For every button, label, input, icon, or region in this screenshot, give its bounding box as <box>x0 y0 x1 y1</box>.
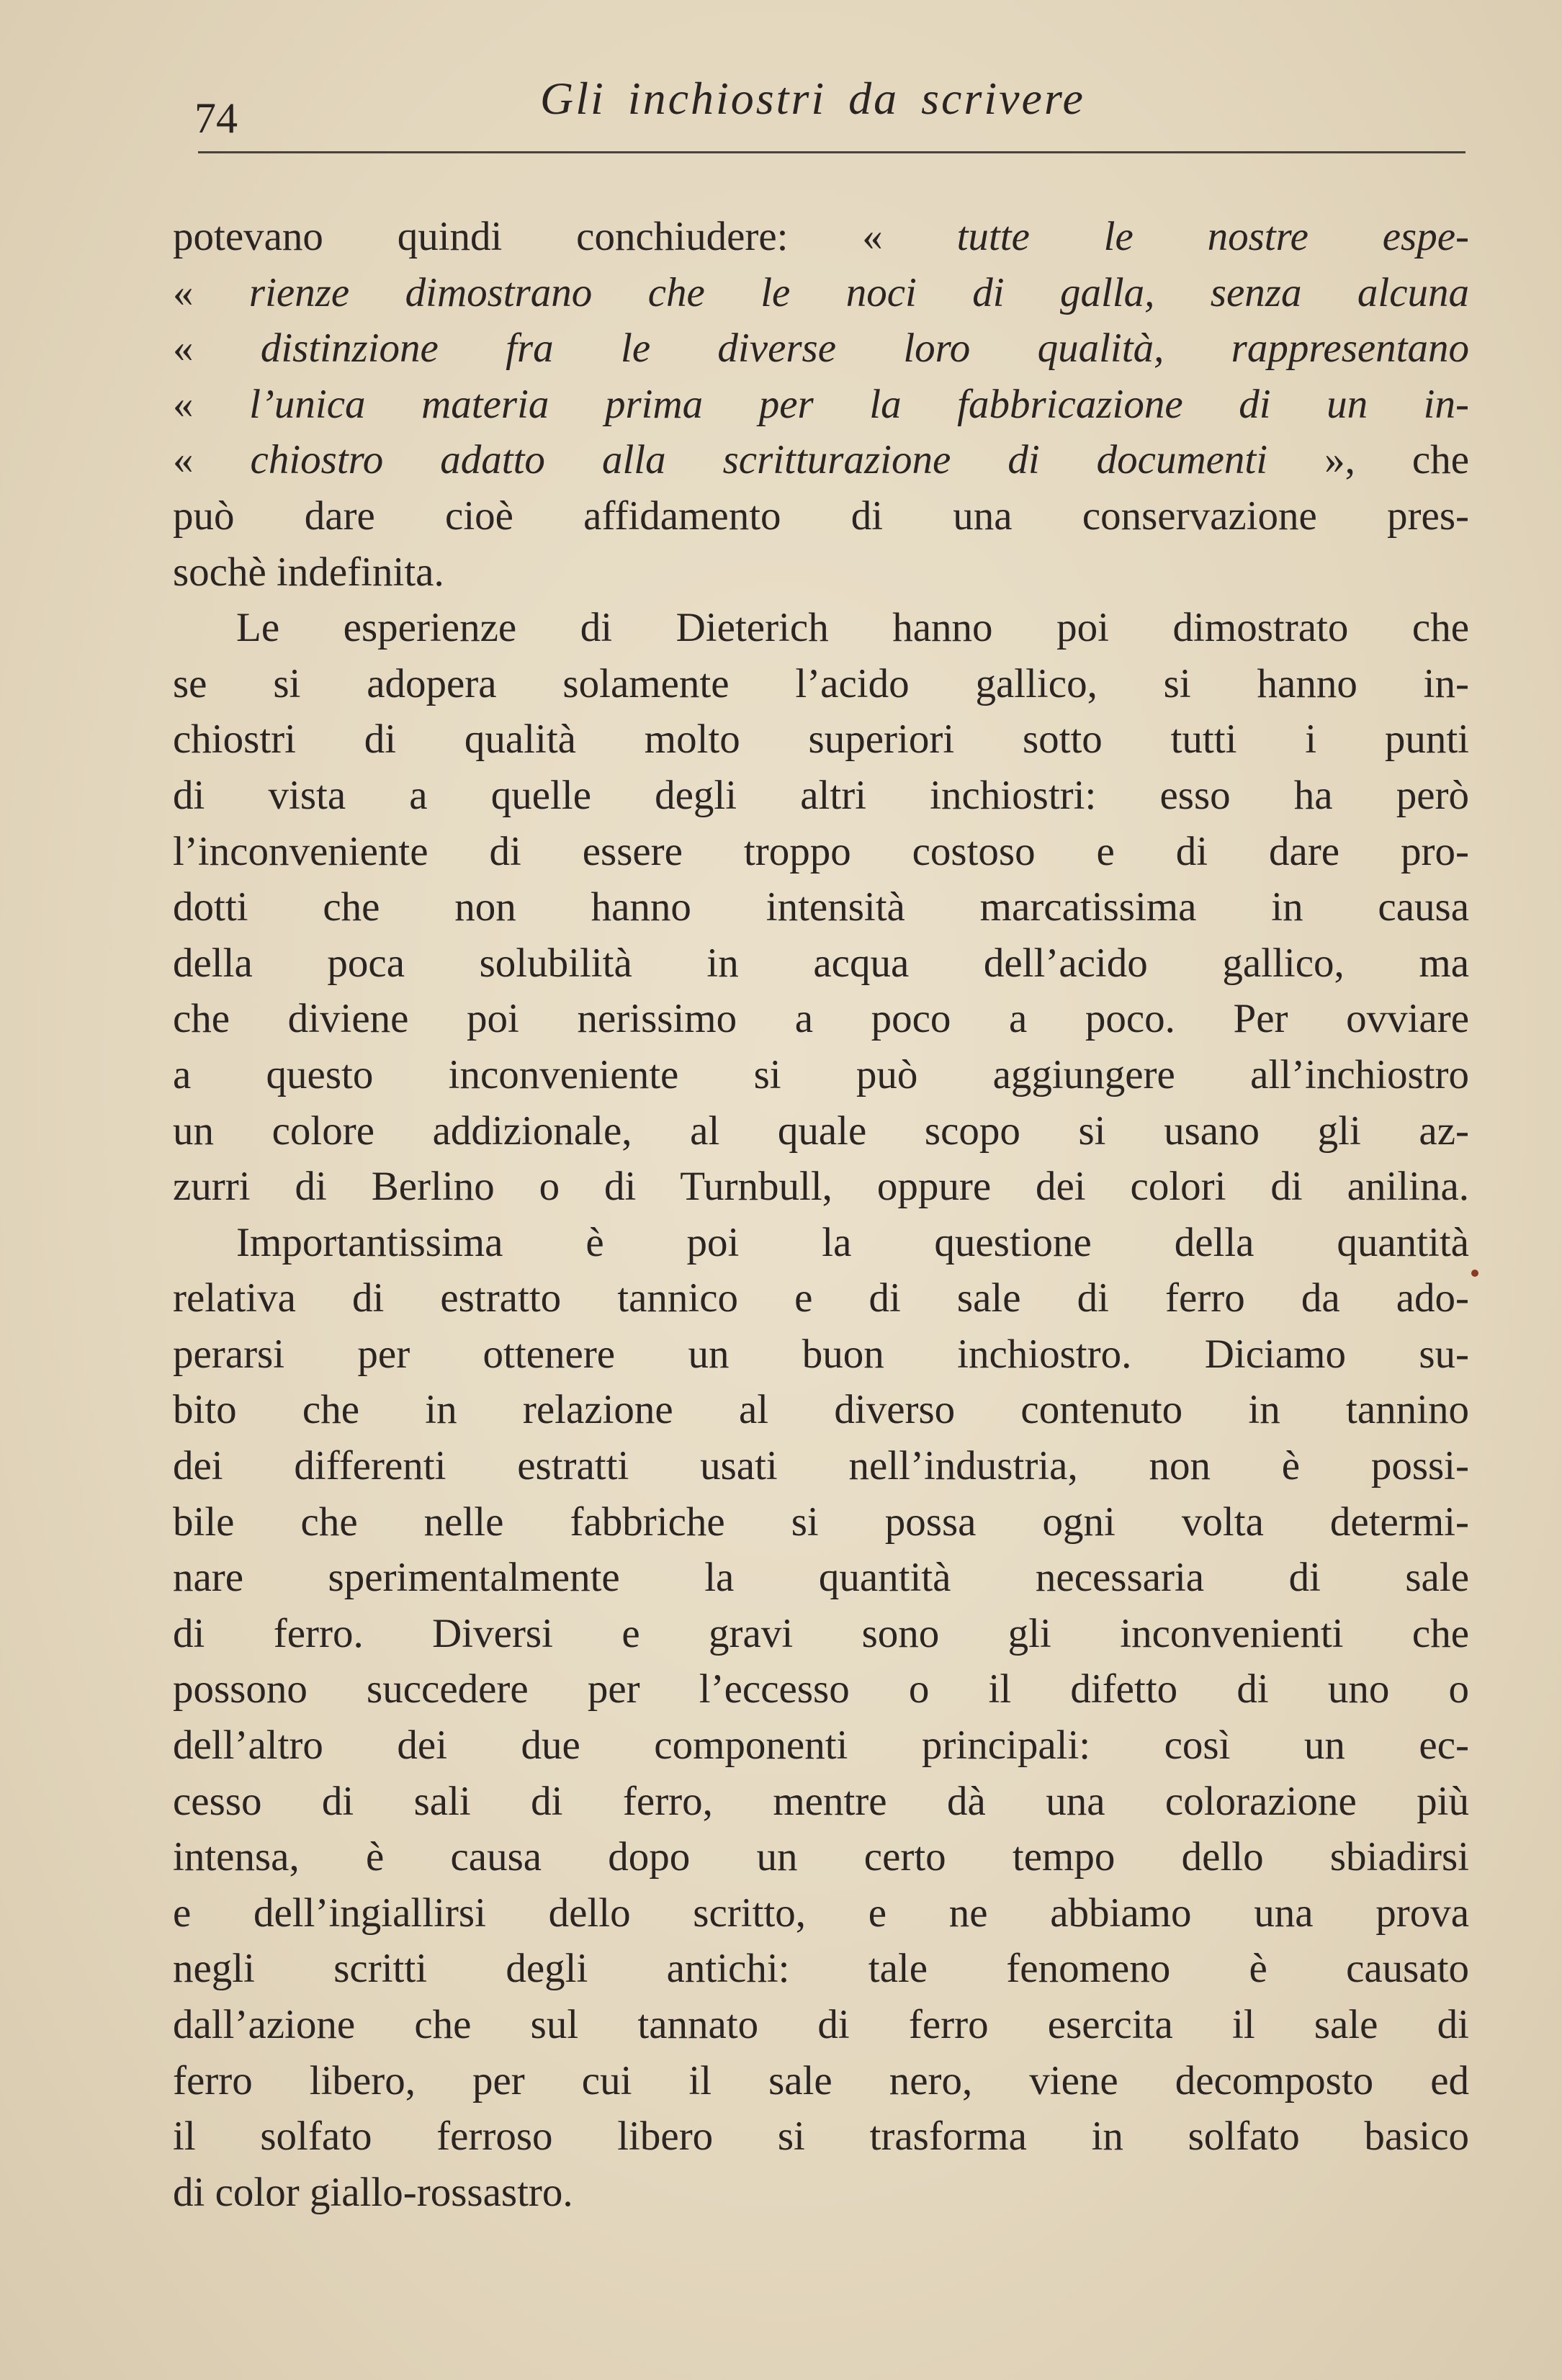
header-rule <box>198 151 1466 153</box>
body-text <box>173 209 1469 2220</box>
text-line: e dell’ingiallirsi dello scritto, e ne abbiamo una prova <box>173 1890 1469 1936</box>
text-line: intensa, è causa dopo un certo tempo dello sbiadirsi <box>173 1834 1469 1880</box>
text-line: bile che nelle fabbriche si possa ogni volta determi- <box>173 1499 1469 1545</box>
text-line: potevano quindi conchiudere: « tutte le nostre espe- <box>173 214 1469 259</box>
text-line: relativa di estratto tannico e di sale di ferro da ado- <box>173 1275 1469 1321</box>
text-line: zurri di Berlino o di Turnbull, oppure dei colori di anilina. <box>173 1164 1469 1210</box>
text-line: se si adopera solamente l’acido gallico, si hanno in- <box>173 660 1469 706</box>
margin-ink-mark <box>1471 1270 1478 1277</box>
text-line: di color giallo-rossastro. <box>173 2169 573 2215</box>
text-line: possono succedere per l’eccesso o il difetto di uno o <box>173 1666 1469 1712</box>
text-line: il solfato ferroso libero si trasforma in solfato basico <box>173 2114 1469 2160</box>
text-line: negli scritti degli antichi: tale fenomeno è causato <box>173 1946 1469 1992</box>
page-number: 74 <box>194 94 238 142</box>
text-line: ferro libero, per cui il sale nero, viene decomposto ed <box>173 2057 1469 2103</box>
running-head <box>194 72 1469 151</box>
text-line: « distinzione fra le diverse loro qualità, rappresentano <box>173 325 1470 372</box>
text-line: dall’azione che sul tannato di ferro esercita il sale di <box>173 2002 1469 2047</box>
text-line: bito che in relazione al diverso contenuto in tannino <box>173 1387 1469 1433</box>
text-line: un colore addizionale, al quale scopo si usano gli az- <box>173 1108 1469 1154</box>
text-line: cesso di sali di ferro, mentre dà una colorazione più <box>173 1778 1469 1824</box>
text-line: « rienze dimostrano che le noci di galla, senza alcuna <box>173 269 1470 315</box>
text-line: di ferro. Diversi e gravi sono gli inconvenienti che <box>173 1610 1469 1656</box>
text-line: che diviene poi nerissimo a poco a poco. Per ovviare <box>173 996 1469 1042</box>
text-line: chiostri di qualità molto superiori sotto tutti i punti <box>173 717 1469 763</box>
text-line: l’inconveniente di essere troppo costoso e di dare pro- <box>173 828 1469 874</box>
text-line: a questo inconveniente si può aggiungere all’inchiostro <box>173 1051 1469 1097</box>
text-line: della poca solubilità in acqua dell’acido gallico, ma <box>173 940 1469 986</box>
text-line: perarsi per ottenere un buon inchiostro. Diciamo su- <box>173 1331 1469 1377</box>
text-line: nare sperimentalmente la quantità necessaria di sale <box>173 1555 1469 1601</box>
text-line: può dare cioè affidamento di una conservazione pres- <box>173 493 1469 539</box>
paragraph-start-line: Importantissima è poi la questione della quantità <box>236 1219 1469 1265</box>
paragraph-start-line: Le esperienze di Dieterich hanno poi dimostrato che <box>236 605 1469 651</box>
text-line: dotti che non hanno intensità marcatissima in causa <box>173 884 1469 930</box>
text-line: sochè indefinita. <box>173 549 444 595</box>
text-line: dei differenti estratti usati nell’industria, non è possi- <box>173 1443 1469 1489</box>
running-title: Gli inchiostri da scrivere <box>540 73 1085 124</box>
text-line: « chiostro adatto alla scritturazione di documenti », che <box>173 437 1469 483</box>
text-line: « l’unica materia prima per la fabbricazione di un in- <box>173 381 1470 427</box>
text-line: dell’altro dei due componenti principali: così un ec- <box>173 1723 1469 1769</box>
text-line: di vista a quelle degli altri inchiostri: esso ha però <box>173 772 1469 818</box>
